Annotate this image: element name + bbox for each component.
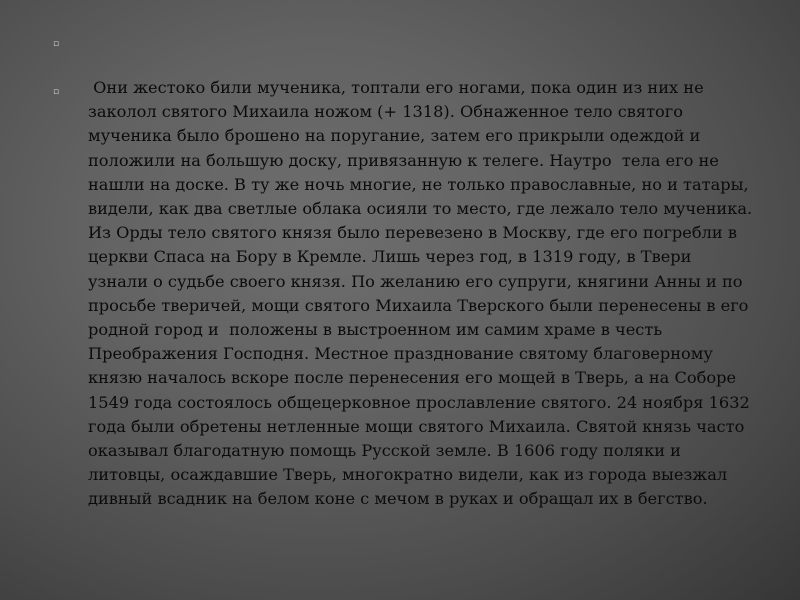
slide-content	[50, 36, 758, 512]
bullet-item-empty	[50, 36, 755, 58]
bullet-marker: ▫	[53, 39, 60, 49]
body-paragraph: Они жестоко били мученика, топтали его ногами, пока один из них не заколол святого Михаила ножом (+ 1318). Обнаженное тело святого мученика было брошено на поругание, затем его прикрыли одеждой и положили на большую доску, привязанную к телеге. Наутро тела его не нашли на доске. В ту же ночь многие, не только православные, но и татары, видели, как два светлые облака осияли то место, где лежало тело мученика. Из Орды тело святого князя было перевезено в Москву, где его погребли в церкви Спаса на Бору в Кремле. Лишь через год, в 1319 году, в Твери узнали о судьбе своего князя. По желанию его супруги, княгини Анны и по просьбе тверичей, мощи святого Михаила Тверского были перенесены в его родной город и положены в выстроенном им самим храме в честь Преображения Господня. Местное празднование святому благоверному князю началось вскоре после перенесения его мощей в Тверь, а на Соборе 1549 года состоялось общецерковное прославление святого. 24 ноября 1632 года были обретены нетленные мощи святого Михаила. Святой князь часто оказывал благодатную помощь Русской земле. В 1606 году поляки и литовцы, осаждавшие Тверь, многократно видели, как из города выезжал дивный всадник на белом коне с мечом в руках и обращал их в бегство.	[88, 78, 758, 509]
bullet-marker: ▫	[53, 87, 60, 97]
bullet-item-body	[50, 58, 758, 512]
